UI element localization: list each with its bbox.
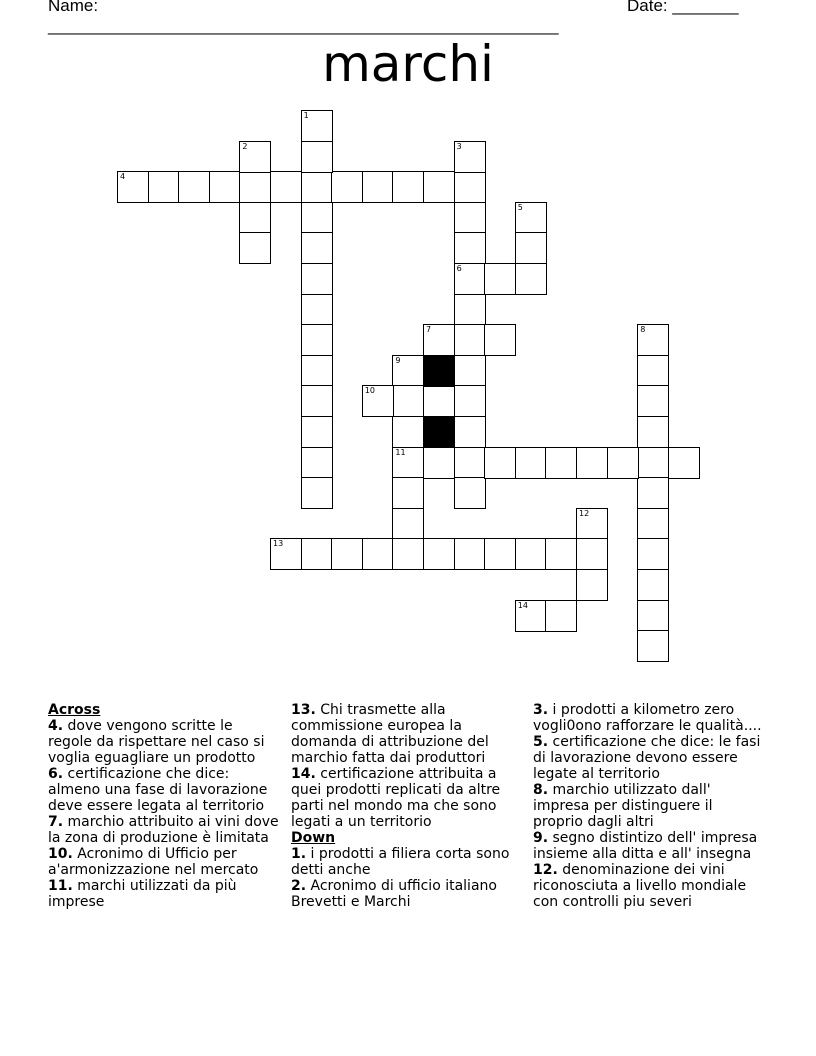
grid-cell[interactable] xyxy=(239,232,271,264)
grid-cell[interactable] xyxy=(637,447,669,479)
grid-cell[interactable] xyxy=(515,202,547,234)
grid-cell[interactable] xyxy=(668,447,700,479)
clue-item-number: 14. xyxy=(291,766,316,782)
clue-item-number: 1. xyxy=(291,846,307,862)
clue-item xyxy=(48,846,280,878)
clue-item-number: 5. xyxy=(533,734,549,750)
clue-item-text: Chi trasmette alla commissione europea la domanda di attribuzione del marchio fatta dai produttori xyxy=(291,702,489,766)
clue-number: 12 xyxy=(579,508,590,518)
grid-cell[interactable] xyxy=(454,202,486,234)
grid-cell[interactable] xyxy=(423,538,455,570)
clue-item-number: 8. xyxy=(533,782,549,798)
clues-column-1 xyxy=(48,702,280,910)
grid-cell[interactable] xyxy=(301,232,333,264)
clue-item-text: Acronimo di ufficio italiano Brevetti e Marchi xyxy=(291,878,497,910)
grid-cell[interactable] xyxy=(331,171,363,203)
clue-number: 3 xyxy=(456,141,462,151)
grid-cell[interactable] xyxy=(454,141,486,173)
grid-cell[interactable] xyxy=(637,355,669,387)
grid-cell[interactable] xyxy=(637,630,669,662)
grid-cell[interactable] xyxy=(515,600,547,632)
grid-cell[interactable] xyxy=(545,600,577,632)
down-heading: Down xyxy=(291,830,336,846)
grid-cell[interactable] xyxy=(454,416,486,448)
grid-cell[interactable] xyxy=(362,538,394,570)
grid-cell[interactable] xyxy=(454,385,486,417)
grid-cell[interactable] xyxy=(423,447,455,479)
grid-cell[interactable] xyxy=(301,110,333,142)
clue-item-text: certificazione che dice: le fasi di lavorazione devono essere legate al territorio xyxy=(533,734,761,782)
grid-cell[interactable] xyxy=(576,508,608,540)
clue-item-text: certificazione attribuita a quei prodotti replicati da altre parti nel mondo ma che sono legati a un territorio xyxy=(291,766,501,830)
clue-item xyxy=(533,782,765,830)
clue-item xyxy=(533,830,765,862)
grid-cell[interactable] xyxy=(576,447,608,479)
grid-cell[interactable] xyxy=(637,324,669,356)
grid-cell[interactable] xyxy=(117,171,149,203)
grid-cell[interactable] xyxy=(637,569,669,601)
clue-number: 6 xyxy=(456,264,462,273)
clue-item-number: 7. xyxy=(48,814,64,830)
grid-cell[interactable] xyxy=(484,538,516,570)
clue-item-number: 2. xyxy=(291,878,307,894)
grid-cell[interactable] xyxy=(454,324,486,356)
grid-cell[interactable] xyxy=(637,416,669,448)
grid-cell[interactable] xyxy=(148,171,180,203)
clue-item-text: i prodotti a filiera corta sono detti anche xyxy=(291,846,510,878)
grid-cell[interactable] xyxy=(270,538,302,570)
grid-cell[interactable] xyxy=(301,385,333,417)
grid-cell[interactable] xyxy=(454,232,486,264)
grid-cell[interactable] xyxy=(423,171,455,203)
clue-item xyxy=(48,718,280,766)
clue-number: 13 xyxy=(273,539,284,549)
clue-number: 4 xyxy=(120,172,126,182)
across-clue-list xyxy=(48,718,280,910)
clue-item-number: 9. xyxy=(533,830,549,846)
clue-item xyxy=(291,878,523,910)
grid-cell[interactable] xyxy=(454,263,486,295)
clue-item-number: 11. xyxy=(48,878,73,894)
grid-cell[interactable] xyxy=(301,355,333,387)
clue-item xyxy=(48,878,280,910)
clue-number: 1 xyxy=(303,111,309,120)
grid-cell[interactable] xyxy=(331,538,363,570)
black-cell xyxy=(423,355,455,387)
grid-cell[interactable] xyxy=(362,385,394,417)
grid-cell[interactable] xyxy=(637,508,669,540)
grid-cell[interactable] xyxy=(576,538,608,570)
clue-number: 11 xyxy=(395,447,406,457)
across-heading: Across xyxy=(48,702,101,718)
grid-cell[interactable] xyxy=(301,294,333,326)
grid-cell[interactable] xyxy=(423,324,455,356)
grid-cell[interactable] xyxy=(301,263,333,295)
clue-number: 8 xyxy=(640,325,646,335)
grid-cell[interactable] xyxy=(301,447,333,479)
clue-item-number: 10. xyxy=(48,846,73,862)
clue-item-number: 12. xyxy=(533,862,558,878)
grid-cell[interactable] xyxy=(392,477,424,509)
grid-cell[interactable] xyxy=(454,171,486,203)
clue-item-number: 3. xyxy=(533,702,549,718)
grid-cell[interactable] xyxy=(239,141,271,173)
clue-item-text: marchio utilizzato dall' impresa per distinguere il proprio dagli altri xyxy=(533,782,713,830)
grid-cell[interactable] xyxy=(392,416,424,448)
clue-item-text: Acronimo di Ufficio per a'armonizzazione nel mercato xyxy=(48,846,259,878)
grid-cell[interactable] xyxy=(178,171,210,203)
grid-cell[interactable] xyxy=(301,477,333,509)
clue-number: 2 xyxy=(242,141,248,151)
grid-cell[interactable] xyxy=(392,355,424,387)
clue-item xyxy=(291,846,523,878)
grid-cell[interactable] xyxy=(576,569,608,601)
grid-cell[interactable] xyxy=(454,447,486,479)
grid-cell[interactable] xyxy=(392,385,424,417)
grid-cell[interactable] xyxy=(515,263,547,295)
grid-cell[interactable] xyxy=(392,171,424,203)
grid-cell[interactable] xyxy=(301,202,333,234)
grid-cell[interactable] xyxy=(301,141,333,173)
grid-cell[interactable] xyxy=(454,477,486,509)
grid-cell[interactable] xyxy=(239,202,271,234)
grid-cell[interactable] xyxy=(515,538,547,570)
clue-item-text: marchi utilizzati da più imprese xyxy=(48,878,237,910)
clue-item xyxy=(533,862,765,910)
grid-cell[interactable] xyxy=(209,171,241,203)
grid-cell[interactable] xyxy=(392,538,424,570)
clue-item xyxy=(291,766,523,830)
clue-item-text: dove vengono scritte le regole da rispettare nel caso si voglia eguagliare un prodotto xyxy=(48,718,265,766)
clue-number: 9 xyxy=(395,355,401,365)
clue-number: 5 xyxy=(517,202,523,212)
grid-cell[interactable] xyxy=(484,263,516,295)
grid-cell[interactable] xyxy=(545,447,577,479)
grid-cell[interactable] xyxy=(637,538,669,570)
name-field[interactable]: Name: ______________________________________________________ xyxy=(48,0,559,35)
clue-item-text: denominazione dei vini riconosciuta a livello mondiale con controlli piu severi xyxy=(533,862,747,910)
clue-item xyxy=(291,702,523,766)
clue-item xyxy=(533,734,765,782)
grid-cell[interactable] xyxy=(637,477,669,509)
grid-cell[interactable] xyxy=(239,171,271,203)
grid-cell[interactable] xyxy=(423,385,455,417)
grid-cell[interactable] xyxy=(607,447,639,479)
grid-cell[interactable] xyxy=(301,538,333,570)
clue-item-text: marchio attribuito ai vini dove la zona di produzione è limitata xyxy=(48,814,279,846)
grid-cell[interactable] xyxy=(515,447,547,479)
grid-cell[interactable] xyxy=(301,416,333,448)
across-clue-list-continued xyxy=(291,702,523,830)
grid-cell[interactable] xyxy=(454,294,486,326)
clues-column-2 xyxy=(291,702,523,910)
grid-cell[interactable] xyxy=(545,538,577,570)
clue-number: 7 xyxy=(426,325,432,335)
black-cell xyxy=(423,416,455,448)
clue-item-number: 13. xyxy=(291,702,316,718)
grid-cell[interactable] xyxy=(637,385,669,417)
grid-cell[interactable] xyxy=(454,355,486,387)
grid-cell[interactable] xyxy=(484,447,516,479)
clue-item-text: i prodotti a kilometro zero vogli0ono rafforzare le qualità.... xyxy=(533,702,762,734)
grid-cell[interactable] xyxy=(301,171,333,203)
grid-cell[interactable] xyxy=(362,171,394,203)
puzzle-title: marchi xyxy=(322,35,494,93)
clue-item-number: 6. xyxy=(48,766,64,782)
grid-cell[interactable] xyxy=(301,324,333,356)
clue-item xyxy=(48,766,280,814)
grid-cell[interactable] xyxy=(392,447,424,479)
date-field[interactable]: Date: _______ xyxy=(627,0,739,15)
clue-item-number: 4. xyxy=(48,718,64,734)
down-clue-list xyxy=(291,846,523,910)
grid-cell[interactable] xyxy=(515,232,547,264)
clue-number: 14 xyxy=(517,600,528,610)
grid-cell[interactable] xyxy=(392,508,424,540)
grid-cell[interactable] xyxy=(270,171,302,203)
clue-item xyxy=(533,702,765,734)
grid-cell[interactable] xyxy=(454,538,486,570)
clue-number: 10 xyxy=(364,386,375,396)
clue-item xyxy=(48,814,280,846)
grid-cell[interactable] xyxy=(484,324,516,356)
grid-cell[interactable] xyxy=(637,600,669,632)
clue-item-text: certificazione che dice: almeno una fase di lavorazione deve essere legata al territorio xyxy=(48,766,268,814)
clues-column-3 xyxy=(533,702,765,910)
clue-item-text: segno distintizo dell' impresa insieme alla ditta e all' insegna xyxy=(533,830,758,862)
down-clue-list-continued xyxy=(533,702,765,910)
